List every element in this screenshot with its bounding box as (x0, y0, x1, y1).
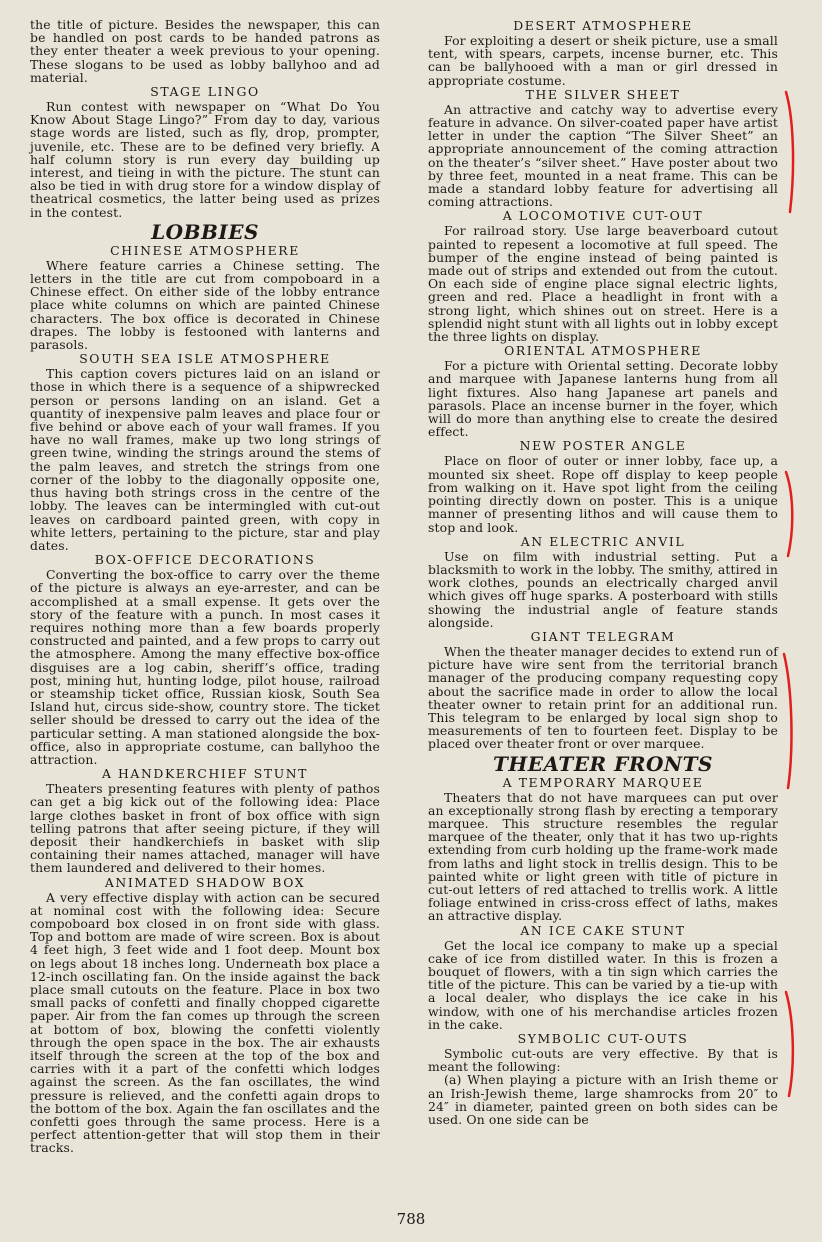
section-title-locomotive: A LOCOMOTIVE CUT-OUT (502, 208, 704, 224)
heading-theater-fronts: THEATER FRONTS (492, 751, 713, 776)
section-title-silver-sheet: THE SILVER SHEET (525, 86, 681, 102)
stage-lingo-text: Run contest with newspaper on “What Do You Know About Stage Lingo?” From day to day, various stage words are listed, such as fly, drop, prompter, juvenile, etc. These are to be defined very briefly. A half column story is run every day building up interest, and tieing in with the picture. The stunt can also be tied in with drug store for a window display of theatrical cosmetics, the latter being used as prizes in the contest. (30, 99, 380, 220)
heading-lobbies: LOBBIES (151, 219, 259, 244)
section-title-oriental: ORIENTAL ATMOSPHERE (504, 343, 702, 359)
shadow-box-text: A very effective display with action can be secured at nominal cost with the following idea: Secure compoboard box closed in on front side with glass. Top and bottom are made of wire screen. Box is about 4 feet high, 3 feet wide and 1 foot deep. Mount box on legs about 18 inches long. Underneath box place a 12-inch oscillating fan. On the inside against the back place small cutouts on the feature. Place in box two small packs of confetti and finally chopped cigarette paper. Air from the fan comes up through the screen at bottom of box, blowing the confetti violently through the open space in the box. The air exhausts itself through the screen at the top of the box and carries with it a part of the confetti which lodges against the screen. As the fan oscillates, the wind pressure is relieved, and the confetti again drops to the bottom of the box. Again the fan oscillates and the confetti goes through the same process. Here is a perfect attention-getter that will stop them in their tracks. (30, 889, 380, 1156)
section-title-chinese-atmosphere: CHINESE ATMOSPHERE (110, 242, 300, 258)
left-column (30, 18, 380, 1155)
handkerchief-text: Theaters presenting features with plenty of pathos can get a big kick out of the following idea: Place large clothes basket in front of box office with sign telling patrons that after seeing picture, if they will deposit their handkerchiefs in basket with slip containing their names attached, manager will have them laundered and delivered to their homes. (30, 781, 380, 876)
intro-paragraph: the title of picture. Besides the newspaper, this can be handled on post cards to be handed patrons as they enter theater a week previous to your opening. These slogans to be used as lobby ballyhoo and ad material. (30, 17, 380, 85)
section-title-symbolic: SYMBOLIC CUT-OUTS (517, 1031, 689, 1046)
section-title-south-sea: SOUTH SEA ISLE ATMOSPHERE (79, 351, 331, 367)
section-title-stage-lingo: STAGE LINGO (150, 84, 260, 100)
symbolic-text-continued: (a) When playing a picture with an Irish theme or an Irish-Jewish theme, large shamrocks from 20″ to 24″ in diameter, painted green on both sides can be used. On one side can be (428, 1072, 778, 1128)
poster-angle-text: Place on floor of outer or inner lobby, face up, a mounted six sheet. Rope off display to keep people from walking on it. Have spot light from the ceiling pointing directly down on poster. This is a unique manner of presenting lithos and will cause them to stop and look. (428, 453, 778, 535)
south-sea-text: This caption covers pictures laid on an island or those in which there is a sequence of a shipwrecked person or persons landing on an island. Get a quantity of inexpensive palm leaves and place four or five behind or above each of your wall frames. If you have no wall frames, make up two long strings of green twine, winding the strings around the stems of the palm leaves, and stretch the strings from one corner of the lobby to the diagonally opposite one, thus having both strings cross in the centre of the lobby. The leaves can be intermingled with cut-out leaves on cardboard painted green, with copy in white letters, pertaining to the picture, star and play dates. (30, 366, 380, 553)
section-title-electric-anvil: AN ELECTRIC ANVIL (520, 533, 686, 549)
oriental-text: For a picture with Oriental setting. Decorate lobby and marquee with Japanese lanterns hung from all light fixtures. Also hang Japanese art panels and parasols. Place an incense burner in the foyer, which will do more than anything else to create the desired effect. (428, 358, 778, 440)
page-number: 788 (396, 1210, 426, 1228)
ice-cake-text: Get the local ice company to make up a special cake of ice from distilled water. In this is frozen a bouquet of flowers, with a tin sign which carries the title of the picture. This can be varied by a tie-up with a local dealer, who displays the ice cake in his window, with one of his merchandise articles frozen in the cake. (428, 937, 778, 1032)
section-title-shadow-box: ANIMATED SHADOW BOX (104, 874, 306, 890)
margin-bracket-mark (782, 990, 802, 1100)
giant-telegram-text: When the theater manager decides to extend run of picture have wire sent from the territorial branch manager of the producing company requesting copy about the sacrifice made in order to allow the local theater owner to retain print for an additional run. This telegram to be enlarged by local sign shop to measurements of ten to fourteen feet. Display to be placed over theater front or over marquee. (428, 643, 778, 752)
chinese-atmosphere-text: Where feature carries a Chinese setting. The letters in the title are cut from compoboard in a Chinese effect. On either side of the lobby entrance place white columns on which are painted Chinese characters. The box office is decorated in Chinese drapes. The lobby is festooned with lanterns and parasols. (30, 257, 380, 353)
silver-sheet-text: An attractive and catchy way to advertise every feature in advance. On silver-coated paper have artist letter in under the caption “The Silver Sheet” an appropriate announcement of the coming attraction on the theater’s “silver sheet.” Have poster about two by three feet, mounted in a neat frame. This can be made a standard lobby feature for advertising all coming attractions. (428, 101, 778, 210)
margin-bracket-mark (782, 90, 802, 215)
margin-bracket-mark (782, 470, 802, 560)
section-title-desert: DESERT ATMOSPHERE (513, 18, 693, 33)
electric-anvil-text: Use on film with industrial setting. Put a blacksmith to work in the lobby. The smithy, attired in work clothes, pounds an electrically charged anvil which gives off huge sparks. A posterboard with stills showing the industrial angle of feature stands alongside. (428, 548, 778, 630)
section-title-box-office: BOX-OFFICE DECORATIONS (94, 552, 316, 568)
symbolic-text: Symbolic cut-outs are very effective. By that is meant the following: (428, 1046, 778, 1075)
section-title-poster-angle: NEW POSTER ANGLE (519, 438, 687, 454)
desert-text: For exploiting a desert or sheik picture, use a small tent, with spears, carpets, incense burner, etc. This can be ballyhooed with a man or girl dressed in appropriate costume. (428, 33, 778, 88)
box-office-text: Converting the box-office to carry over the theme of the picture is always an eye-arrester, and can be accomplished at a small expense. It gets over the story of the feature with a punch. In most cases it requires nothing more than a few boards properly constructed and painted, and a few props to carry out the atmosphere. Among the many effective box-office disguises are a log cabin, sheriff’s office, trading post, mining hut, hunting lodge, pilot house, railroad or steamship ticket office, Russian kiosk, South Sea Island hut, circus side-show, country store. The ticket seller should be dressed to carry out the idea of the particular setting. A man stationed alongside the box-office, also in appropriate costume, can ballyhoo the attraction. (30, 567, 380, 767)
margin-bracket-mark (780, 652, 800, 792)
section-title-ice-cake: AN ICE CAKE STUNT (520, 922, 686, 938)
temporary-marquee-text: Theaters that do not have marquees can put over an exceptionally strong flash by erecting a temporary marquee. This structure resembles the regular marquee of the theater, only that it has two up-rights extending from curb holding up the frame-work made from laths and light stock in trellis design. This to be painted white or light green with title of picture in cut-out letters of red attached to trellis work. A little foliage entwined in criss-cross effect of laths, makes an attractive display. (428, 789, 778, 924)
locomotive-text: For railroad story. Use large beaverboard cutout painted to repesent a locomotive at full speed. The bumper of the engine instead of being painted is made out of strips and extended out from the cutout. On each side of engine place signal electric lights, green and red. Place a headlight in front with a strong light, which shines out on street. Here is a splendid night stunt with all lights out in lobby except the three lights on display. (428, 223, 778, 345)
section-title-temporary-marquee: A TEMPORARY MARQUEE (502, 774, 704, 790)
right-column (428, 18, 778, 1126)
section-title-giant-telegram: GIANT TELEGRAM (530, 628, 676, 644)
section-title-handkerchief: A HANDKERCHIEF STUNT (101, 766, 309, 782)
